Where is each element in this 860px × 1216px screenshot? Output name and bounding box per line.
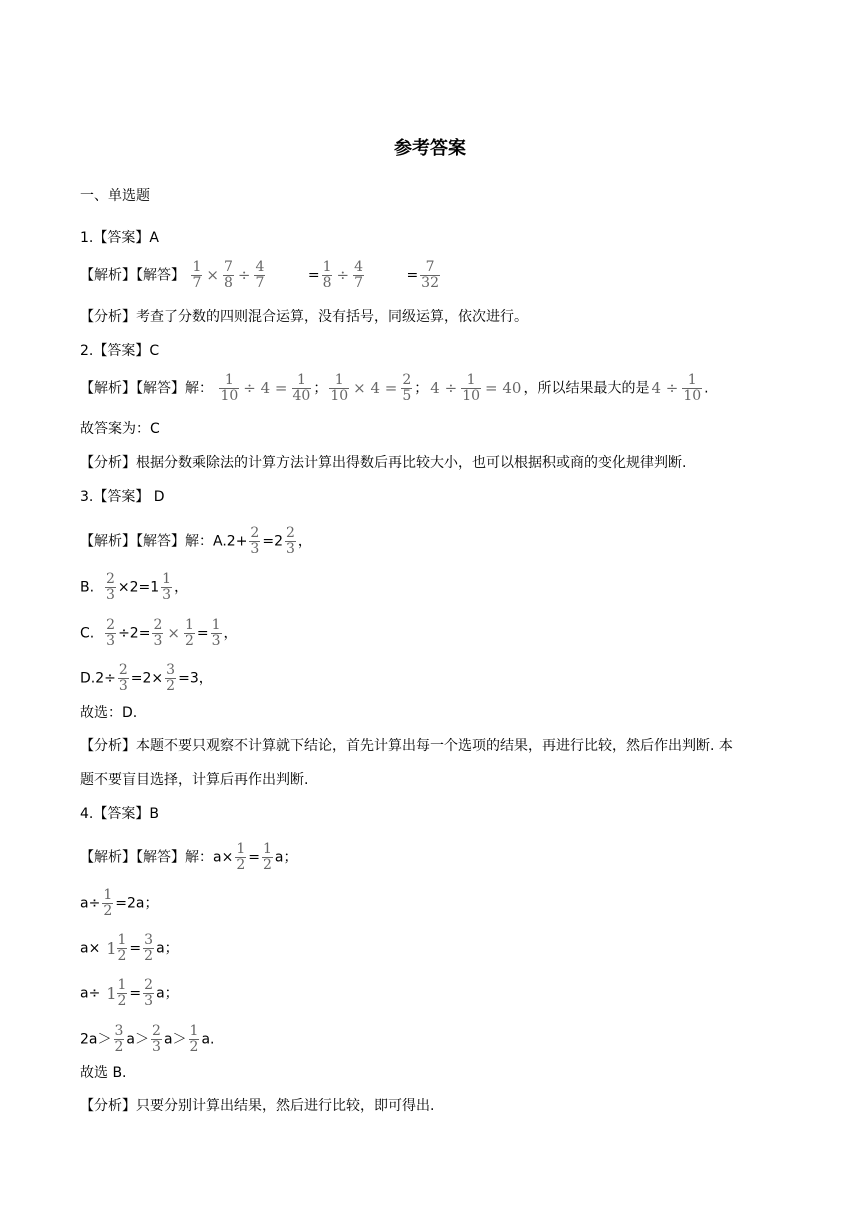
fraction: $\frac{1}{2}$ [117,932,127,964]
q3-explanation: 【解析】【解答】解：A.2+ $\frac{2}{3}$ =2 $\frac{2}{3}$ ， [80,525,312,557]
fraction: $\frac{3}{2}$ [144,932,154,964]
fraction: $\frac{1}{3}$ [162,571,172,603]
fraction: $\frac{1}{3}$ [211,617,221,649]
fraction: $\frac{1}{2}$ [117,977,127,1009]
q2-answer: 2.【答案】C [80,343,160,359]
q2-explanation: 【解析】【解答】解： $\frac{1}{10}$ ÷ 4 = $\frac{1}{40}$ ； $\frac{1}{10}$ × 4 = $\frac{2}{5}$ ； 4 ÷ $\frac{1}{10}$ = 40 ，所以结果最大的是 4 ÷ $\frac{1}{10}$ . [80,372,709,404]
fraction: $\frac{1}{2}$ [236,841,246,873]
q4-answer: 4.【答案】B [80,806,159,822]
fraction: $\frac{2}{5}$ [402,372,412,404]
q4-analysis: 【分析】只要分别计算出结果，然后进行比较，即可得出. [80,1098,435,1114]
section-heading: 一、单选题 [80,188,150,204]
fraction: $\frac{2}{3}$ [118,662,128,694]
q2-analysis: 【分析】根据分数乘除法的计算方法计算出得数后再比较大小，也可以根据积或商的变化规律判断. [80,455,687,471]
q3-analysis-line-2: 题不要盲目选择，计算后再作出判断. [80,772,309,788]
fraction: $\frac{1}{7}$ [192,259,202,291]
q3-result: 故选：D. [80,705,138,721]
fraction: $\frac{2}{3}$ [144,977,154,1009]
fraction: $\frac{2}{3}$ [105,571,115,603]
q1-analysis: 【分析】考查了分数的四则混合运算，没有括号，同级运算，依次进行。 [80,309,528,325]
fraction: $\frac{1}{10}$ [330,372,349,404]
fraction: $\frac{2}{3}$ [153,617,163,649]
q3-analysis-line-1: 【分析】本题不要只观察不计算就下结论，首先计算出每一个选项的结果，再进行比较，然后作出判断. 本 [80,738,733,754]
fraction: $\frac{1}{2}$ [184,617,194,649]
fraction: $\frac{4}{7}$ [255,259,265,291]
q3-option-d: D.2÷ $\frac{2}{3}$ =2× $\frac{3}{2}$ =3， [80,662,213,694]
fraction: $\frac{1}{10}$ [220,372,239,404]
fraction: $\frac{3}{2}$ [114,1023,124,1055]
q4-line-5: 2a＞ $\frac{3}{2}$ a＞ $\frac{2}{3}$ a＞ $\frac{1}{2}$ a. [80,1023,215,1055]
fraction: $\frac{7}{8}$ [223,259,233,291]
page-title: 参考答案 [394,138,466,159]
fraction: $\frac{2}{3}$ [106,617,116,649]
fraction: $\frac{4}{7}$ [354,259,363,291]
fraction: $\frac{3}{2}$ [166,662,176,694]
q3-answer: 3.【答案】 D [80,489,165,505]
fraction: $\frac{1}{10}$ [462,372,481,404]
q3-option-c: C. $\frac{2}{3}$ ÷2= $\frac{2}{3}$ × $\frac{1}{2}$ = $\frac{1}{3}$ ， [80,617,238,649]
q4-line-2: a÷ $\frac{1}{2}$ =2a； [80,887,159,919]
q1-explanation: 【解析】【解答】 $\frac{1}{7}$ × $\frac{7}{8}$ ÷ $\frac{4}{7}$ = $\frac{1}{8}$ ÷ $\frac{4}{7}$ = $\frac{7}{32}$ [80,259,439,291]
fraction: $\frac{1}{2}$ [262,841,272,873]
fraction: $\frac{1}{2}$ [103,887,113,919]
fraction: $\frac{2}{3}$ [250,525,260,557]
q4-line-4: a÷ 1 $\frac{1}{2}$ = $\frac{2}{3}$ a； [80,977,179,1009]
q1-answer: 1.【答案】A [80,230,159,246]
q3-option-b: B. $\frac{2}{3}$ ×2=1 $\frac{1}{3}$ ， [80,571,189,603]
fraction: $\frac{1}{8}$ [322,259,332,291]
fraction: $\frac{1}{10}$ [683,372,702,404]
fraction: $\frac{7}{32}$ [421,259,439,291]
fraction: $\frac{2}{3}$ [285,525,295,557]
q4-line-3: a× 1 $\frac{1}{2}$ = $\frac{3}{2}$ a； [80,932,179,964]
fraction: $\frac{1}{2}$ [189,1023,199,1055]
fraction: $\frac{1}{40}$ [292,372,311,404]
q2-result: 故答案为：C [80,421,160,437]
q4-result: 故选 B. [80,1065,127,1081]
fraction: $\frac{2}{3}$ [152,1023,161,1055]
q4-explanation: 【解析】【解答】解：a× $\frac{1}{2}$ = $\frac{1}{2}$ a； [80,841,298,873]
